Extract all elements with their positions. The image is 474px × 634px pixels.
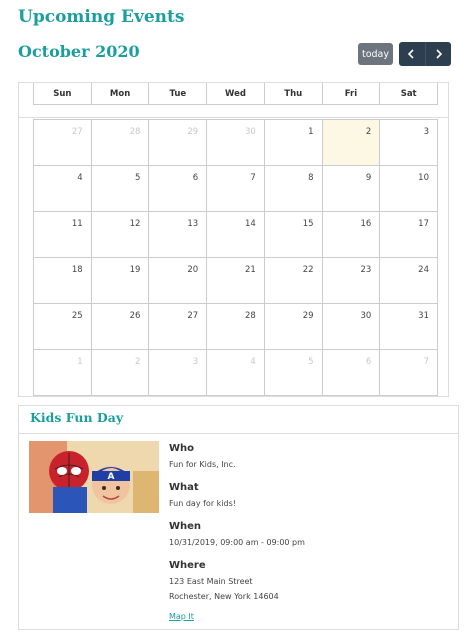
calendar-day[interactable] — [265, 350, 323, 396]
day-number: 25 — [71, 311, 83, 321]
day-number: 20 — [187, 265, 199, 275]
calendar-day[interactable] — [323, 166, 381, 212]
prev-month-button[interactable] — [399, 42, 425, 66]
day-number: 11 — [71, 219, 83, 229]
calendar — [18, 82, 449, 397]
calendar-day[interactable] — [380, 120, 438, 166]
day-number: 28 — [245, 311, 256, 321]
day-number: 16 — [360, 219, 372, 229]
calendar-day[interactable] — [34, 258, 92, 304]
calendar-day[interactable] — [149, 304, 207, 350]
calendar-day[interactable] — [265, 304, 323, 350]
day-number: 4 — [250, 357, 256, 367]
day-number: 9 — [365, 173, 372, 183]
calendar-day[interactable] — [149, 350, 207, 396]
day-number: 1 — [308, 127, 314, 137]
address-line-2: Rochester, New York 14604 — [169, 592, 279, 601]
day-number: 14 — [245, 219, 256, 229]
weekday-label: Thu — [264, 83, 322, 104]
day-number: 12 — [129, 219, 141, 229]
address-line-1: 123 East Main Street — [169, 577, 253, 586]
day-number: 15 — [302, 219, 314, 229]
day-number: 13 — [187, 219, 199, 229]
day-number: 27 — [187, 311, 199, 321]
day-number: 28 — [129, 127, 141, 137]
day-number: 7 — [250, 173, 256, 183]
who-value: Fun for Kids, Inc. — [169, 460, 236, 469]
calendar-day[interactable] — [265, 120, 323, 166]
day-number: 29 — [187, 127, 199, 137]
day-number: 4 — [77, 173, 83, 183]
day-number: 7 — [423, 357, 429, 367]
day-number: 26 — [129, 311, 141, 321]
calendar-day[interactable] — [34, 304, 92, 350]
day-number: 6 — [365, 357, 372, 367]
calendar-day[interactable] — [207, 258, 265, 304]
calendar-day[interactable] — [92, 350, 150, 396]
day-number: 6 — [192, 173, 199, 183]
day-number: 27 — [71, 127, 83, 137]
calendar-day[interactable] — [380, 212, 438, 258]
calendar-day[interactable] — [323, 304, 381, 350]
when-value: 10/31/2019, 09:00 am - 09:00 pm — [169, 538, 305, 547]
calendar-day[interactable] — [92, 212, 150, 258]
calendar-day[interactable] — [34, 350, 92, 396]
calendar-day[interactable] — [265, 258, 323, 304]
weekday-header — [33, 83, 438, 105]
calendar-day[interactable] — [207, 304, 265, 350]
calendar-day[interactable] — [92, 258, 150, 304]
calendar-day[interactable] — [380, 304, 438, 350]
day-number: 24 — [418, 265, 429, 275]
calendar-day[interactable] — [323, 350, 381, 396]
calendar-day[interactable] — [92, 304, 150, 350]
calendar-day[interactable] — [207, 350, 265, 396]
calendar-day[interactable] — [34, 212, 92, 258]
day-number: 23 — [360, 265, 372, 275]
chevron-right-icon — [434, 49, 443, 59]
day-number: 2 — [365, 127, 372, 137]
calendar-month-title: October 2020 — [18, 42, 140, 61]
calendar-day[interactable] — [149, 120, 207, 166]
event-image — [29, 441, 159, 513]
calendar-day[interactable] — [265, 166, 323, 212]
day-number: 19 — [129, 265, 141, 275]
calendar-day[interactable] — [34, 166, 92, 212]
calendar-day[interactable] — [207, 166, 265, 212]
weekday-label: Wed — [206, 83, 264, 104]
calendar-day[interactable] — [149, 166, 207, 212]
day-number: 5 — [135, 173, 141, 183]
day-number: 29 — [302, 311, 314, 321]
day-number: 10 — [418, 173, 429, 183]
day-number: 8 — [308, 173, 314, 183]
divider — [19, 117, 448, 118]
calendar-day[interactable] — [149, 212, 207, 258]
event-details — [169, 441, 449, 631]
day-number: 3 — [423, 127, 429, 137]
event-title: Kids Fun Day — [19, 406, 458, 434]
who-label: Who — [169, 443, 195, 454]
when-label: When — [169, 521, 202, 532]
calendar-day[interactable] — [380, 166, 438, 212]
day-number: 30 — [360, 311, 372, 321]
day-number: 18 — [71, 265, 83, 275]
day-number: 31 — [418, 311, 429, 321]
map-it-link[interactable]: Map It — [169, 612, 194, 621]
event-card — [18, 405, 459, 630]
chevron-left-icon — [407, 49, 416, 59]
calendar-day-today[interactable] — [323, 120, 381, 166]
what-value: Fun day for kids! — [169, 499, 236, 508]
calendar-day[interactable] — [380, 258, 438, 304]
where-label: Where — [169, 560, 206, 571]
calendar-day[interactable] — [207, 212, 265, 258]
weekday-label: Fri — [322, 83, 380, 104]
today-button[interactable]: today — [358, 43, 393, 65]
day-number: 3 — [192, 357, 199, 367]
month-nav — [399, 42, 451, 66]
svg-text:A: A — [107, 472, 115, 482]
day-number: 2 — [135, 357, 141, 367]
day-number: 5 — [308, 357, 314, 367]
page-title: Upcoming Events — [18, 7, 185, 27]
day-number: 22 — [302, 265, 314, 275]
calendar-day[interactable] — [207, 120, 265, 166]
calendar-day[interactable] — [34, 120, 92, 166]
day-number: 17 — [418, 219, 429, 229]
weekday-label: Sat — [379, 83, 437, 104]
weekday-label: Tue — [148, 83, 206, 104]
weekday-label: Sun — [53, 89, 72, 99]
calendar-day[interactable] — [92, 166, 150, 212]
calendar-day[interactable] — [92, 120, 150, 166]
calendar-day[interactable] — [323, 212, 381, 258]
what-label: What — [169, 482, 199, 493]
next-month-button[interactable] — [425, 42, 452, 66]
weekday-label: Mon — [91, 83, 149, 104]
day-number: 30 — [245, 127, 256, 137]
calendar-grid — [33, 119, 438, 396]
calendar-day[interactable] — [265, 212, 323, 258]
calendar-day[interactable] — [323, 258, 381, 304]
calendar-day[interactable] — [149, 258, 207, 304]
day-number: 1 — [77, 357, 83, 367]
day-number: 21 — [245, 265, 256, 275]
calendar-day[interactable] — [380, 350, 438, 396]
